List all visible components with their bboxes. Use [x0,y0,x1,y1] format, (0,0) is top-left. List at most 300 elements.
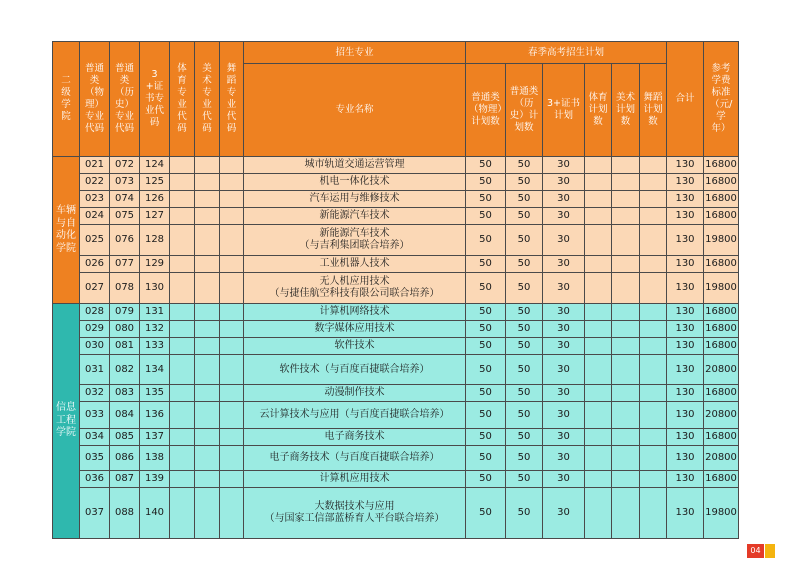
major-name [244,446,466,471]
header-code-history: 普通类（历史）专业代码 [110,42,140,157]
header-plan-dance: 舞蹈计划数 [640,64,667,157]
table-row [53,174,739,191]
code-art [195,208,220,225]
plan-physics: 50 [466,338,506,355]
plan-3plus: 30 [543,429,585,446]
code-history: 088 [110,488,140,539]
plan-pe [585,321,612,338]
major-name [244,385,466,402]
plan-pe [585,191,612,208]
code-history: 086 [110,446,140,471]
code-physics: 022 [80,174,110,191]
code-pe [170,446,195,471]
code-3plus: 134 [140,355,170,385]
row-total: 130 [667,471,704,488]
plan-art [612,157,640,174]
plan-art [612,256,640,273]
code-art [195,225,220,256]
plan-physics: 50 [466,471,506,488]
plan-physics: 50 [466,446,506,471]
code-3plus: 125 [140,174,170,191]
code-dance [220,488,244,539]
plan-art [612,304,640,321]
row-total: 130 [667,385,704,402]
header-code-dance: 舞蹈专业代码 [220,42,244,157]
code-dance [220,321,244,338]
table-row [53,471,739,488]
major-name-text: 计算机应用技术 [319,473,390,484]
plan-art [612,225,640,256]
row-total: 130 [667,321,704,338]
plan-dance [640,256,667,273]
code-physics: 030 [80,338,110,355]
plan-3plus: 30 [543,338,585,355]
row-total: 130 [667,355,704,385]
plan-pe [585,402,612,429]
plan-history: 50 [506,208,543,225]
major-name-text: 新能源汽车技术 [319,210,390,221]
code-physics: 037 [80,488,110,539]
plan-dance [640,402,667,429]
code-physics: 023 [80,191,110,208]
plan-history: 50 [506,471,543,488]
plan-history: 50 [506,402,543,429]
plan-3plus: 30 [543,355,585,385]
code-pe [170,471,195,488]
major-name-text: 云计算技术与应用（与百度百捷联合培养） [259,409,450,420]
code-dance [220,304,244,321]
major-name-text: 电子商务技术（与百度百捷联合培养） [269,452,440,463]
row-fee: 20800 [704,355,739,385]
plan-dance [640,225,667,256]
row-total: 130 [667,338,704,355]
header-total: 合计 [667,42,704,157]
row-fee: 16800 [704,304,739,321]
table-row [53,385,739,402]
plan-pe [585,174,612,191]
plan-physics: 50 [466,385,506,402]
row-total: 130 [667,256,704,273]
header-plan-art: 美术计划数 [612,64,640,157]
plan-pe [585,225,612,256]
header-major-name: 专业名称 [244,64,466,157]
code-pe [170,208,195,225]
plan-art [612,208,640,225]
plan-history: 50 [506,157,543,174]
code-3plus: 132 [140,321,170,338]
code-history: 078 [110,273,140,304]
major-name [244,174,466,191]
plan-dance [640,321,667,338]
plan-pe [585,385,612,402]
plan-pe [585,488,612,539]
code-history: 079 [110,304,140,321]
plan-dance [640,429,667,446]
code-3plus: 124 [140,157,170,174]
table-row [53,256,739,273]
code-3plus: 131 [140,304,170,321]
row-fee: 16800 [704,429,739,446]
plan-history: 50 [506,225,543,256]
header-fee: 参考学费标准（元/学年） [704,42,739,157]
table-row [53,321,739,338]
plan-history: 50 [506,304,543,321]
major-name-text: 工业机器人技术 [319,258,390,269]
header-enroll-major: 招生专业 [244,42,466,64]
plan-pe [585,157,612,174]
plan-history: 50 [506,256,543,273]
plan-dance [640,385,667,402]
table-row [53,208,739,225]
plan-history: 50 [506,488,543,539]
code-art [195,355,220,385]
plan-art [612,429,640,446]
code-dance [220,225,244,256]
code-art [195,273,220,304]
plan-art [612,273,640,304]
code-pe [170,273,195,304]
code-3plus: 137 [140,429,170,446]
table-row [53,338,739,355]
table-row [53,157,739,174]
code-physics: 031 [80,355,110,385]
table-row [53,225,739,256]
code-physics: 029 [80,321,110,338]
code-physics: 032 [80,385,110,402]
plan-art [612,174,640,191]
code-pe [170,338,195,355]
plan-physics: 50 [466,174,506,191]
plan-art [612,338,640,355]
code-art [195,488,220,539]
plan-pe [585,304,612,321]
table-row [53,402,739,429]
row-fee: 16800 [704,208,739,225]
row-fee: 19800 [704,488,739,539]
major-name-text: 计算机网络技术 [319,306,390,317]
code-history: 087 [110,471,140,488]
major-name [244,256,466,273]
code-art [195,402,220,429]
row-fee: 16800 [704,321,739,338]
code-dance [220,471,244,488]
header-college: 二级学院 [53,42,80,157]
plan-pe [585,471,612,488]
table-row [53,488,739,539]
plan-history: 50 [506,355,543,385]
code-dance [220,208,244,225]
plan-physics: 50 [466,273,506,304]
code-3plus: 127 [140,208,170,225]
code-3plus: 136 [140,402,170,429]
row-fee: 16800 [704,338,739,355]
code-pe [170,304,195,321]
code-physics: 033 [80,402,110,429]
header-code-physics: 普通类（物理）专业代码 [80,42,110,157]
code-physics: 028 [80,304,110,321]
code-pe [170,174,195,191]
plan-history: 50 [506,321,543,338]
plan-pe [585,429,612,446]
plan-dance [640,338,667,355]
plan-3plus: 30 [543,225,585,256]
plan-3plus: 30 [543,446,585,471]
row-fee: 20800 [704,446,739,471]
header-plan-pe: 体育计划数 [585,64,612,157]
plan-art [612,488,640,539]
code-pe [170,191,195,208]
plan-history: 50 [506,446,543,471]
page-number: 04 [747,544,764,558]
plan-3plus: 30 [543,174,585,191]
table-row [53,355,739,385]
plan-history: 50 [506,174,543,191]
code-dance [220,385,244,402]
major-name [244,273,466,304]
code-art [195,304,220,321]
plan-physics: 50 [466,355,506,385]
code-pe [170,321,195,338]
code-physics: 024 [80,208,110,225]
code-3plus: 138 [140,446,170,471]
table-row [53,446,739,471]
plan-physics: 50 [466,321,506,338]
code-history: 083 [110,385,140,402]
row-total: 130 [667,402,704,429]
major-name-text: 汽车运用与维修技术 [309,193,400,204]
row-fee: 16800 [704,157,739,174]
plan-pe [585,273,612,304]
row-fee: 16800 [704,385,739,402]
major-name-text: 数字媒体应用技术 [314,323,395,334]
major-name-text: 新能源汽车技术 [319,228,390,239]
row-fee: 19800 [704,225,739,256]
code-art [195,338,220,355]
major-name [244,208,466,225]
major-name [244,157,466,174]
code-dance [220,429,244,446]
code-physics: 034 [80,429,110,446]
plan-history: 50 [506,338,543,355]
major-partner-note: （与国家工信部蓝桥育人平台联合培养） [264,513,445,524]
plan-dance [640,355,667,385]
major-partner-note: （与吉利集团联合培养） [299,240,410,251]
code-history: 080 [110,321,140,338]
college-auto: 车辆与自动化学院 [53,157,80,304]
code-history: 082 [110,355,140,385]
code-physics: 025 [80,225,110,256]
plan-3plus: 30 [543,304,585,321]
code-pe [170,355,195,385]
plan-pe [585,338,612,355]
major-name [244,225,466,256]
plan-physics: 50 [466,429,506,446]
plan-dance [640,157,667,174]
code-pe [170,225,195,256]
code-pe [170,157,195,174]
major-name-text: 城市轨道交通运营管理 [304,159,405,170]
code-pe [170,429,195,446]
major-name [244,338,466,355]
table-body [53,157,739,539]
row-total: 130 [667,273,704,304]
major-name-text: 电子商务技术 [324,431,385,442]
code-art [195,256,220,273]
plan-art [612,402,640,429]
row-fee: 16800 [704,471,739,488]
plan-dance [640,471,667,488]
page-number-mark [765,544,775,558]
code-physics: 026 [80,256,110,273]
row-total: 130 [667,488,704,539]
plan-history: 50 [506,385,543,402]
code-dance [220,446,244,471]
major-name-text: 大数据技术与应用 [314,501,395,512]
code-physics: 036 [80,471,110,488]
plan-pe [585,446,612,471]
code-dance [220,273,244,304]
row-total: 130 [667,191,704,208]
code-dance [220,157,244,174]
code-history: 075 [110,208,140,225]
plan-physics: 50 [466,157,506,174]
plan-3plus: 30 [543,256,585,273]
row-fee: 16800 [704,256,739,273]
header-code-pe: 体育专业代码 [170,42,195,157]
major-name-text: 软件技术 [334,340,375,351]
enrollment-plan-table [52,41,739,539]
major-name [244,471,466,488]
plan-3plus: 30 [543,385,585,402]
plan-pe [585,208,612,225]
plan-3plus: 30 [543,208,585,225]
major-name-text: 软件技术（与百度百捷联合培养） [279,363,430,375]
plan-dance [640,304,667,321]
major-partner-note: （与捷佳航空科技有限公司联合培养） [269,288,440,299]
code-3plus: 129 [140,256,170,273]
code-3plus: 130 [140,273,170,304]
code-history: 073 [110,174,140,191]
code-physics: 021 [80,157,110,174]
row-total: 130 [667,304,704,321]
code-dance [220,174,244,191]
plan-dance [640,191,667,208]
plan-dance [640,174,667,191]
plan-3plus: 30 [543,273,585,304]
header-spring-plan: 春季高考招生计划 [466,42,667,64]
major-name [244,191,466,208]
major-name-text: 无人机应用技术 [319,276,390,287]
code-pe [170,488,195,539]
major-name-text: 动漫制作技术 [324,387,385,398]
plan-pe [585,256,612,273]
code-history: 081 [110,338,140,355]
header-code-3plus: 3+证书专业代码 [140,42,170,157]
code-3plus: 139 [140,471,170,488]
table-row [53,429,739,446]
plan-3plus: 30 [543,402,585,429]
plan-history: 50 [506,429,543,446]
plan-3plus: 30 [543,157,585,174]
plan-art [612,471,640,488]
row-total: 130 [667,208,704,225]
plan-history: 50 [506,273,543,304]
code-history: 085 [110,429,140,446]
plan-history: 50 [506,191,543,208]
code-physics: 035 [80,446,110,471]
major-name-text: 机电一体化技术 [319,176,390,187]
code-history: 076 [110,225,140,256]
code-dance [220,355,244,385]
header-plan-3plus: 3+证书计划 [543,64,585,157]
plan-art [612,355,640,385]
row-total: 130 [667,225,704,256]
code-3plus: 126 [140,191,170,208]
plan-physics: 50 [466,256,506,273]
code-art [195,321,220,338]
code-pe [170,402,195,429]
college-info: 信息工程学院 [53,304,80,539]
code-art [195,174,220,191]
plan-pe [585,355,612,385]
code-dance [220,191,244,208]
plan-3plus: 30 [543,191,585,208]
code-physics: 027 [80,273,110,304]
plan-3plus: 30 [543,488,585,539]
header-code-art: 美术专业代码 [195,42,220,157]
row-fee: 16800 [704,191,739,208]
plan-physics: 50 [466,488,506,539]
plan-3plus: 30 [543,471,585,488]
plan-dance [640,273,667,304]
code-history: 072 [110,157,140,174]
row-fee: 20800 [704,402,739,429]
major-name [244,304,466,321]
plan-physics: 50 [466,191,506,208]
plan-physics: 50 [466,402,506,429]
code-art [195,385,220,402]
plan-art [612,446,640,471]
row-fee: 19800 [704,273,739,304]
code-dance [220,256,244,273]
code-art [195,157,220,174]
plan-dance [640,446,667,471]
plan-physics: 50 [466,225,506,256]
code-art [195,429,220,446]
code-art [195,191,220,208]
plan-physics: 50 [466,208,506,225]
row-total: 130 [667,157,704,174]
code-art [195,446,220,471]
major-name [244,321,466,338]
table-row [53,273,739,304]
code-history: 084 [110,402,140,429]
code-3plus: 135 [140,385,170,402]
table-row [53,191,739,208]
plan-dance [640,488,667,539]
plan-physics: 50 [466,304,506,321]
major-name [244,488,466,539]
major-name [244,355,466,385]
code-3plus: 140 [140,488,170,539]
code-dance [220,402,244,429]
plan-3plus: 30 [543,321,585,338]
code-pe [170,256,195,273]
code-3plus: 128 [140,225,170,256]
row-total: 130 [667,429,704,446]
plan-art [612,385,640,402]
row-fee: 16800 [704,174,739,191]
